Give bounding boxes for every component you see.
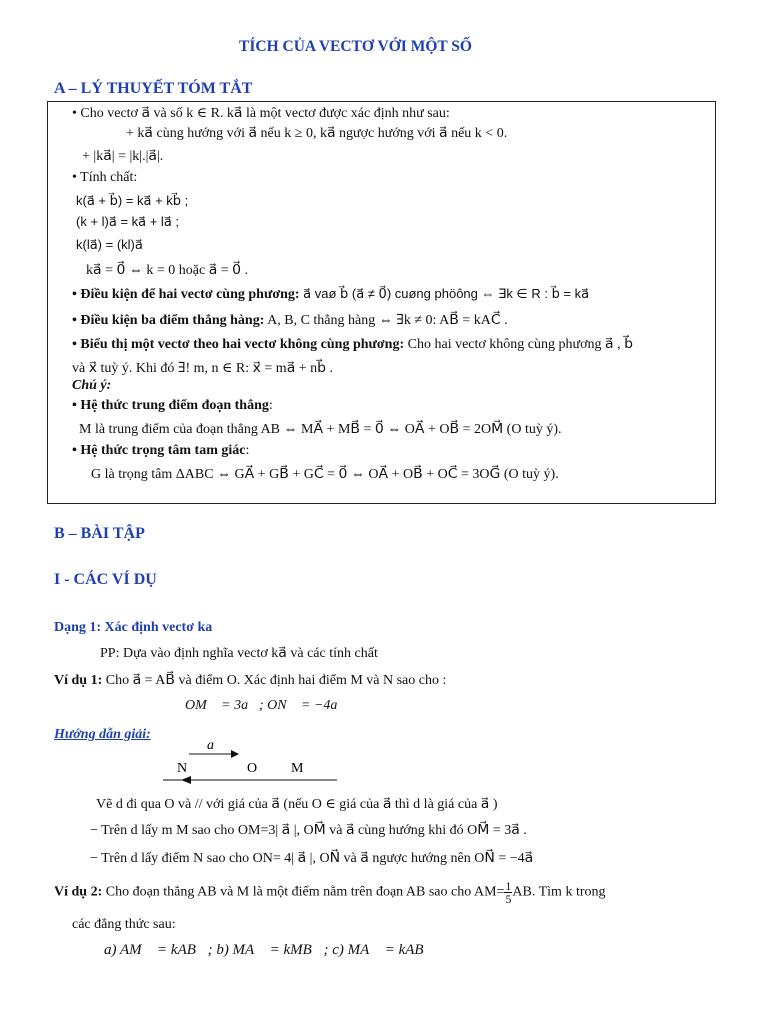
theory-line-8: ka⃗ = 0⃗ ⇔ k = 0 hoặc a⃗ = 0⃗ . [86,263,249,278]
example-2-text-b: AB. Tìm k trong [512,884,606,900]
example-2-label: Ví dụ 2: [54,884,103,900]
centroid-colon: : [245,443,250,458]
vector-a-label: a⃗ [207,738,225,753]
theory-line-17: G là trọng tâm ΔABC ⇔ GA⃗ + GB⃗ + GC⃗ = 0⃗ ⇔ OA⃗ + OB⃗ + OC⃗ = 3OG⃗ (O tuỳ ý). [91,467,559,482]
method-line: PP: Dựa vào định nghĩa vectơ ka⃗ và các tính chất [100,646,378,661]
line-d-arrowhead [181,776,191,784]
example-2-equations: a) AM⃗ = kAB⃗; b) MA⃗ = kMB⃗; c) MA⃗ = kAB⃗ [104,942,436,958]
theory-line-6: (k + l)a⃗ = ka⃗ + la⃗ ; [76,214,180,229]
section-b-heading: B – BÀI TẬP [54,525,145,542]
theory-line-7: k(la⃗) = (kl)a⃗ [76,237,143,252]
type-1-heading: Dạng 1: Xác định vectơ ka⃗ [54,620,224,635]
theory-line-4: • Tính chất: [72,170,138,185]
theory-line-14 [72,398,273,414]
theory-line-15: M là trung điểm của đoạn thẳng AB ⇔ MA⃗ + MB⃗ = 0⃗ ⇔ OA⃗ + OB⃗ = 2OM⃗ (O tuỳ ý). [79,422,562,437]
collinear-points-label: • Điều kiện ba điểm thẳng hàng: [72,313,265,328]
theory-line-11 [72,336,633,353]
example-2-line-2: các đẳng thức sau: [72,917,176,932]
theory-line-10 [72,312,508,329]
collinear-points-text: A, B, C thẳng hàng ⇔ ∃k ≠ 0: AB⃗ = kAC⃗ . [264,313,508,328]
point-o-label: O [247,761,258,776]
solution-heading: Hướng dẫn giải: [54,727,151,742]
midpoint-label: • Hệ thức trung điểm đoạn thẳng [72,398,269,413]
example-1 [54,672,446,689]
theory-line-9 [72,286,589,303]
point-m-label: M [291,761,304,776]
example-2-text-a: Cho đoạn thẳng AB và M là một điểm nằm trên đoạn AB sao cho AM= [102,884,505,900]
centroid-label: • Hệ thức trọng tâm tam giác [72,443,246,458]
fraction-numerator: 1 [505,879,512,893]
theory-line-2: + ka⃗ cùng hướng với a⃗ nếu k ≥ 0, ka⃗ ngược hướng với a⃗ nếu k < 0. [126,126,508,141]
example-1-label: Ví dụ 1: [54,673,103,688]
note-label: Chú ý: [72,378,112,393]
guide-line-2: − Trên d lấy m M sao cho OM=3| a⃗ |, OM⃗ và a⃗ cùng hướng khi đó OM⃗ = 3a⃗ . [90,823,527,838]
section-i-heading: I - CÁC VÍ DỤ [54,571,157,588]
point-n-label: N [177,761,188,776]
theory-line-16 [72,443,249,459]
theory-line-3: + |ka⃗| = |k|.|a⃗|. [82,149,164,164]
theory-line-1: • Cho vectơ a⃗ và số k ∈ R. ka⃗ là một vectơ được xác định như sau: [72,106,450,121]
line-diagram [155,735,355,785]
guide-line-3: − Trên d lấy điểm N sao cho ON= 4| a⃗ |, ON⃗ và a⃗ ngược hướng nên ON⃗ = −4a⃗ [90,851,534,866]
page-title: TÍCH CỦA VECTƠ VỚI MỘT SỐ [239,38,472,55]
guide-line-1: Vẽ d đi qua O và // với giá của a⃗ (nếu O ∈ giá của a⃗ thì d là giá của a⃗ ) [96,797,498,812]
fraction-denominator: 5 [505,892,512,906]
theory-line-5: k(a⃗ + b⃗) = ka⃗ + kb⃗ ; [76,193,189,208]
section-a-heading: A – LÝ THUYẾT TÓM TẮT [54,80,253,97]
decomposition-label: • Biểu thị một vectơ theo hai vectơ không cùng phương: [72,337,405,352]
theory-line-12: và x⃗ tuỳ ý. Khi đó ∃! m, n ∈ R: x⃗ = ma⃗ + nb⃗ . [72,361,334,376]
vector-a-arrowhead [231,750,239,758]
midpoint-colon: : [268,398,273,413]
decomposition-text: Cho hai vectơ không cùng phương a⃗ , b⃗ [404,337,633,352]
collinear-vectors-label: • Điều kiện để hai vectơ cùng phương: [72,287,300,302]
example-1-text: Cho a⃗ = AB⃗ và điểm O. Xác định hai điểm M và N sao cho : [102,673,447,688]
collinear-vectors-text: a⃗ vaø b⃗ (a⃗ ≠ 0⃗) cuøng phöông ⇔ ∃k ∈ R : b⃗ = ka⃗ [299,286,590,301]
example-1-equation: OM⃗ = 3a⃗; ON⃗ = −4a⃗ [185,698,349,713]
example-2 [54,880,606,905]
